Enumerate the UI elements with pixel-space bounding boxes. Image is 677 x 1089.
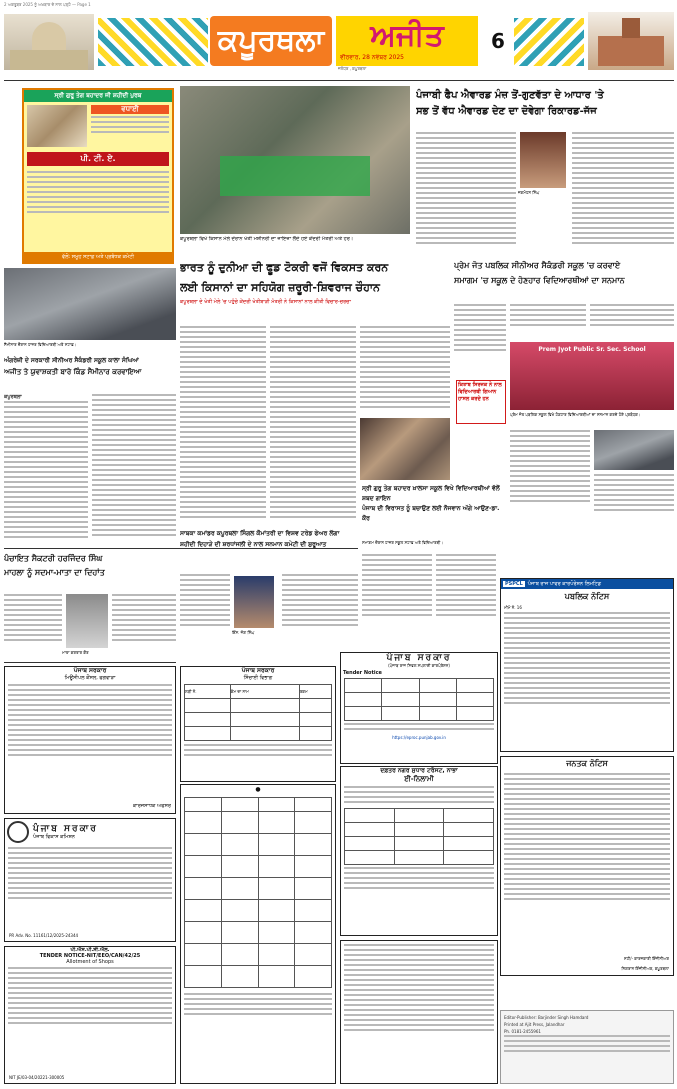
main-headline (180, 258, 450, 322)
left-rule (4, 662, 176, 663)
notice-mid-col3: ਰਕਮ (299, 685, 331, 699)
footer-phone: Ph. 0181-2455961 (504, 1029, 541, 1034)
punjab-emblem (7, 821, 29, 843)
pattern-band-right (514, 18, 584, 66)
punjab-govt-tender: Tender Notice (343, 670, 382, 676)
school-text-2 (510, 304, 586, 342)
pspcl-ref: ਮੀਮੋ ਨੰ. 16 (504, 605, 522, 610)
punjab-govt-sub: (ਪੰਜਾਬ ਰਾਜ ਸਿਵਲ ਸਪਲਾਈ ਕਾਰਪੋਰੇਸ਼ਨ) (388, 663, 450, 668)
pspcl-tender-sub: Allotment of Shops (66, 959, 114, 965)
masthead-sub: ਜਲੰਧਰ , ਕਪੂਰਥਲਾ (338, 66, 367, 71)
left-ad-footer: ਵੱਲੋਂ: ਸਮੂਹ ਸਟਾਫ਼ ਅਤੇ ਪ੍ਰਬੰਧਕ ਕਮੇਟੀ (24, 252, 172, 262)
mid-story-text-2 (282, 574, 358, 654)
council-notice-sub: ਈ-ਨਿਲਾਮੀ (404, 775, 434, 783)
condolence-text-2 (112, 594, 176, 664)
punjab-govt-url[interactable]: https://eproc.punjab.gov.in (392, 735, 446, 740)
condolence-headline (4, 552, 176, 592)
portrait-caption: ਜਗਮੋਹਨ ਸਿੰਘ (518, 190, 540, 195)
condolence-portrait (66, 594, 108, 648)
notice-mid (180, 666, 336, 782)
masthead-rule (4, 80, 674, 81)
footer-credit: Editor-Publisher: Barjinder Singh Hamdard (504, 1015, 589, 1020)
notice-left-sub: ਮਿਊਂਸੀਪਲ ਕੌਂਸਲ, ਫਗਵਾੜਾ (64, 675, 116, 681)
page-number: 6 (491, 29, 505, 53)
imprint-footer (500, 1010, 674, 1084)
pspcl-title: ਪੰਜਾਬ ਰਾਜ ਪਾਵਰ ਕਾਰਪੋਰੇਸ਼ਨ ਲਿਮਟਿਡ (527, 581, 601, 587)
pspcl-tender-nit: NIT JE/03-04/20221-300005 (9, 1075, 65, 1080)
punjab-govt-header: ਪੰਜਾਬ ਸਰਕਾਰ (386, 653, 452, 663)
notice-mid-header: ਪੰਜਾਬ ਸਰਕਾਰ (241, 667, 275, 674)
building-illustration (588, 12, 674, 70)
main-story-col-3 (360, 326, 450, 416)
school-story2-line1: ਸ੍ਰੀ ਗੁਰੂ ਤੇਗ ਬਹਾਦਰ ਖ਼ਾਲਸਾ ਸਕੂਲ ਵਿਖੇ ਵਿਦਿਆਰਥੀਆਂ ਵੱਲੋਂ ਸ਼ਬਦ ਗਾਇਨ (362, 485, 500, 502)
mid-story-text-1 (180, 574, 230, 654)
public-notice-footer1: ਸਹੀ/- ਕਾਰਜਕਾਰੀ ਇੰਜੀਨੀਅਰ (623, 956, 669, 961)
school-boxed-quote (456, 380, 506, 424)
top-photo-caption: ਕਪੂਰਥਲਾ ਵਿਖੇ ਕਿਸਾਨ ਮੇਲੇ ਦੌਰਾਨ ਖੇਤੀ ਮਸ਼ੀਨਰੀ ਦਾ ਜਾਇਜ਼ਾ ਲੈਂਦੇ ਹੋਏ ਕੇਂਦਰੀ ਮੰਤਰੀ ਅਤੇ ਹੋਰ। (180, 236, 354, 242)
right-story-text (416, 132, 516, 252)
school-text-5 (594, 474, 674, 534)
main-story-col-2 (270, 326, 356, 526)
top-news-photo (180, 86, 410, 234)
left-ad-photo (27, 105, 87, 147)
paper-title: ਅਜੀਤ (370, 18, 444, 53)
condolence-text-1 (4, 594, 62, 664)
right-headline-line2: ਸਭ ਤੋਂ ਵੱਧ ਐਵਾਰਡ ਦੇਣ ਦਾ ਦੋਵੇਗਾ ਰਿਕਾਰਡ-ਜੱਜ (416, 106, 597, 117)
seminar-headline-line1: ਅੰਗਰੇਜ਼ੀ ਦੇ ਸਰਕਾਰੀ ਸੀਨੀਅਰ ਸੈਕੰਡਰੀ ਸਕੂਲ ਕਾਲਾ ਸੰਘਿਆਂ (4, 357, 139, 364)
gurdwara-illustration (4, 14, 94, 70)
pspcl-notice (500, 578, 674, 752)
seminar-byline: ਕਪੂਰਥਲਾ (4, 394, 22, 400)
right-headline-line1: ਪੰਜਾਬੀ ਫੈਪ ਐਵਾਰਡ ਮੰਜ਼ ਤੋਂ-ਗੁਣਵੱਤਾ ਦੇ ਆਧਾਰ 'ਤੇ (416, 90, 604, 101)
council-notice (340, 766, 498, 936)
school-photo-caption: ਪ੍ਰੇਮ ਜੋਤ ਪਬਲਿਕ ਸਕੂਲ ਵਿਖੇ ਹੋਣਹਾਰ ਵਿਦਿਆਰਥੀਆਂ ਦਾ ਸਨਮਾਨ ਕਰਦੇ ਹੋਏ ਪ੍ਰਬੰਧਕ। (510, 412, 641, 417)
school-text-4 (510, 430, 590, 534)
mid-headline-line2: ਸ਼ਹੀਦੀ ਦਿਹਾੜੇ ਦੀ ਸ਼ਰਧਾਂਜਲੀ ਦੇ ਨਾਲ ਸਨਮਾਨ ਕਮੇਟੀ ਦੀ ਸ਼ੁਰੂਆਤ (180, 541, 327, 548)
person-portrait (520, 132, 566, 188)
pspcl-notice-title: ਪਬਲਿਕ ਨੋਟਿਸ (564, 592, 610, 601)
condolence-caption: ਮਾਤਾ ਕਰਤਾਰ ਕੌਰ (62, 650, 89, 655)
notice-mid-col1: ਲੜੀ ਨੰ. (185, 685, 231, 699)
main-story-col-1 (180, 326, 266, 526)
left-ad (22, 88, 174, 264)
bottom-left-ref: PR Adv. No. 11161/12/2025-24344 (9, 933, 79, 938)
left-ad-title: ਸ੍ਰੀ ਗੁਰੂ ਤੇਗ ਬਹਾਦਰ ਜੀ ਸ਼ਹੀਦੀ ਪੁਰਬ (24, 90, 172, 102)
mid-story-caption: ਇੰਸ. ਜੰਗ ਸਿੰਘ (232, 630, 255, 635)
school-photo (510, 342, 674, 410)
seminar-headline-line2: ਅਜੀਤ ਤੇ ਯੁਵਾਸ਼ਕਤੀ ਬਾਰੇ ਕਿੰਡ ਸੈਮੀਨਾਰ ਕਰਵਾਇਆ (4, 368, 142, 376)
notice-left-header: ਪੰਜਾਬ ਸਰਕਾਰ (73, 667, 107, 674)
school-headline-line2: ਸਮਾਗਮ 'ਚ ਸਕੂਲ ਦੇ ਹੋਣਹਾਰ ਵਿਦਿਆਰਥੀਆਂ ਦਾ ਸਨਮਾਨ (454, 276, 625, 285)
main-headline-line2: ਲਈ ਕਿਸਾਨਾਂ ਦਾ ਸਹਿਯੋਗ ਜ਼ਰੂਰੀ-ਸ਼ਿਵਰਾਜ ਚੌਹਾਨ (180, 281, 380, 294)
school-story2-headline (362, 484, 508, 534)
main-headline-line1: ਭਾਰਤ ਨੂੰ ਦੁਨੀਆ ਦੀ ਫੂਡ ਟੋਕਰੀ ਵਜੋਂ ਵਿਕਸਤ ਕਰਨ (180, 261, 389, 274)
seminar-caption: ਸੈਮੀਨਾਰ ਦੌਰਾਨ ਹਾਜ਼ਰ ਵਿਦਿਆਰਥੀ ਅਤੇ ਸਟਾਫ਼। (4, 342, 77, 347)
condolence-line1: ਪੰਚਾਇਤ ਸੈਕਟਰੀ ਹਰਜਿੰਦਰ ਸਿੰਘ (4, 554, 103, 563)
condolence-line2: ਮਾਹਲਾ ਨੂੰ ਸਦਮਾ-ਮਾਤਾ ਦਾ ਦਿਹਾਂਤ (4, 568, 105, 577)
pspcl-tender (4, 946, 176, 1084)
council-notice-title: ਦਫ਼ਤਰ ਨਗਰ ਸੁਧਾਰ ਟਰੱਸਟ, ਨਾਭਾ (380, 767, 458, 774)
right-headline (416, 88, 674, 128)
notice-left (4, 666, 176, 814)
school-photo-2 (594, 430, 674, 470)
seminar-photo (4, 268, 176, 340)
punjab-govt-notice (340, 652, 498, 764)
school-text-3 (590, 304, 674, 342)
school-story2-text-1 (362, 554, 432, 648)
mid-headline-line1: ਸਾਬਕਾ ਕਮਾਂਡਰ ਕਪੂਰਥਲਾ ਸਿੰਗਲ ਕੌਮਾਂਤਰੀ ਦਾ ਵਿਸ਼ਵ ਟਰੇਡ ਫੇਅਰ ਲੱਗਾ (180, 530, 340, 537)
bottom-left-sub: ਪੰਜਾਬ ਵਿਕਾਸ ਕਮਿਸ਼ਨ (33, 834, 75, 840)
school-banner: Prem Jyot Public Sr. Sec. School (538, 346, 646, 353)
notice-mid-sub: ਸਿੰਚਾਈ ਵਿਭਾਗ (243, 675, 273, 681)
school-headline-line1: ਪ੍ਰੇਮ ਜੋਤ ਪਬਲਿਕ ਸੀਨੀਅਰ ਸੈਕੰਡਰੀ ਸਕੂਲ 'ਚ ਕਰਵਾਏ (454, 261, 621, 270)
seminar-headline (4, 356, 176, 392)
school-boxed-text: ਕਿਤਾਬ ਸਿਰਜਕ ਨੇ ਨਾਲ ਵਿਦਿਆਰਥੀ ਗਿਆਨ ਹਾਸਲ ਕਰਦੇ ਹਨ (458, 382, 502, 402)
school-headline (454, 258, 674, 302)
masthead-date: ਵੀਰਵਾਰ, 28 ਨਵੰਬਰ 2025 (340, 54, 404, 61)
masthead (0, 12, 677, 72)
center-bottom-notice (340, 940, 498, 1084)
pattern-band-left (98, 18, 208, 66)
bottom-left-header: ਪੰਜਾਬ ਸਰਕਾਰ (33, 824, 98, 834)
school-event-photo (360, 418, 450, 480)
city-box (210, 16, 332, 66)
pspcl-tender-title: TENDER NOTICE-NIT/EEO/CAN/42/25 (39, 953, 141, 959)
public-notice-title: ਜਨਤਕ ਨੋਟਿਸ (566, 759, 608, 768)
paper-box (336, 16, 478, 66)
footer-press: Printed at Ajit Press, Jalandhar (504, 1022, 565, 1027)
main-headline-subline: ਕਪੂਰਥਲਾ ਦੇ ਖੇਤੀ ਮੇਲੇ 'ਚ ਪਹੁੰਚੇ ਕੇਂਦਰੀ ਖੇਤੀਬਾੜੀ ਮੰਤਰੀ ਨੇ ਕਿਸਾਨਾਂ ਨਾਲ ਕੀਤੀ ਵਿਚਾਰ-ਚਰਚਾ (180, 299, 351, 305)
notice-left-footer: ਕਾਰਜਸਾਧਕ ਅਫਸਰ (132, 803, 171, 809)
public-notice-footer2: ਨਿਗਰਾਨ ਇੰਜੀਨੀਅਰ, ਕਪੂਰਥਲਾ (621, 966, 669, 971)
left-ad-org: ਪੀ. ਟੀ. ਏ. (27, 152, 169, 166)
right-story-text-2 (572, 132, 674, 252)
seminar-text-2 (92, 394, 176, 544)
mid-story-portrait (234, 576, 274, 628)
school-story2-line2: ਪੰਜਾਬ ਦੀ ਵਿਰਾਸਤ ਨੂੰ ਬਚਾਉਣ ਲਈ ਨੌਜਵਾਨ ਅੱਗੇ ਆਉਣ-ਡਾ. ਕੌਰ (362, 505, 500, 522)
pspcl-tender-org: ਪੀ.ਐਸ.ਪੀ.ਸੀ.ਐਲ. (70, 947, 110, 953)
left-ad-tag: ਵਧਾਈ (91, 105, 169, 114)
seminar-text-1 (4, 394, 88, 544)
school-story2-text-2 (436, 554, 496, 648)
notice-mid-col2: ਕੰਮ ਦਾ ਨਾਮ (230, 685, 299, 699)
top-print-line: 2 ਅਕਤੂਬਰ 2025 ਨੂੰ ਅਖ਼ਬਾਰ ਦੇ ਨਾਲ ਪੜ੍ਹੋ — Page 1 (4, 2, 91, 7)
mid-headline (180, 528, 358, 572)
school-text-1 (454, 304, 506, 454)
school-story2-caption: ਸਮਾਗਮ ਦੌਰਾਨ ਹਾਜ਼ਰ ਸਕੂਲ ਸਟਾਫ਼ ਅਤੇ ਵਿਦਿਆਰਥੀ। (362, 540, 444, 545)
public-notice (500, 756, 674, 976)
bottom-left-notice (4, 818, 176, 942)
city-title: ਕਪੂਰਥਲਾ (217, 23, 325, 58)
notice-table: ● (180, 784, 336, 1084)
mid-rule (4, 548, 358, 549)
pspcl-logo: PSPCL (505, 581, 523, 587)
